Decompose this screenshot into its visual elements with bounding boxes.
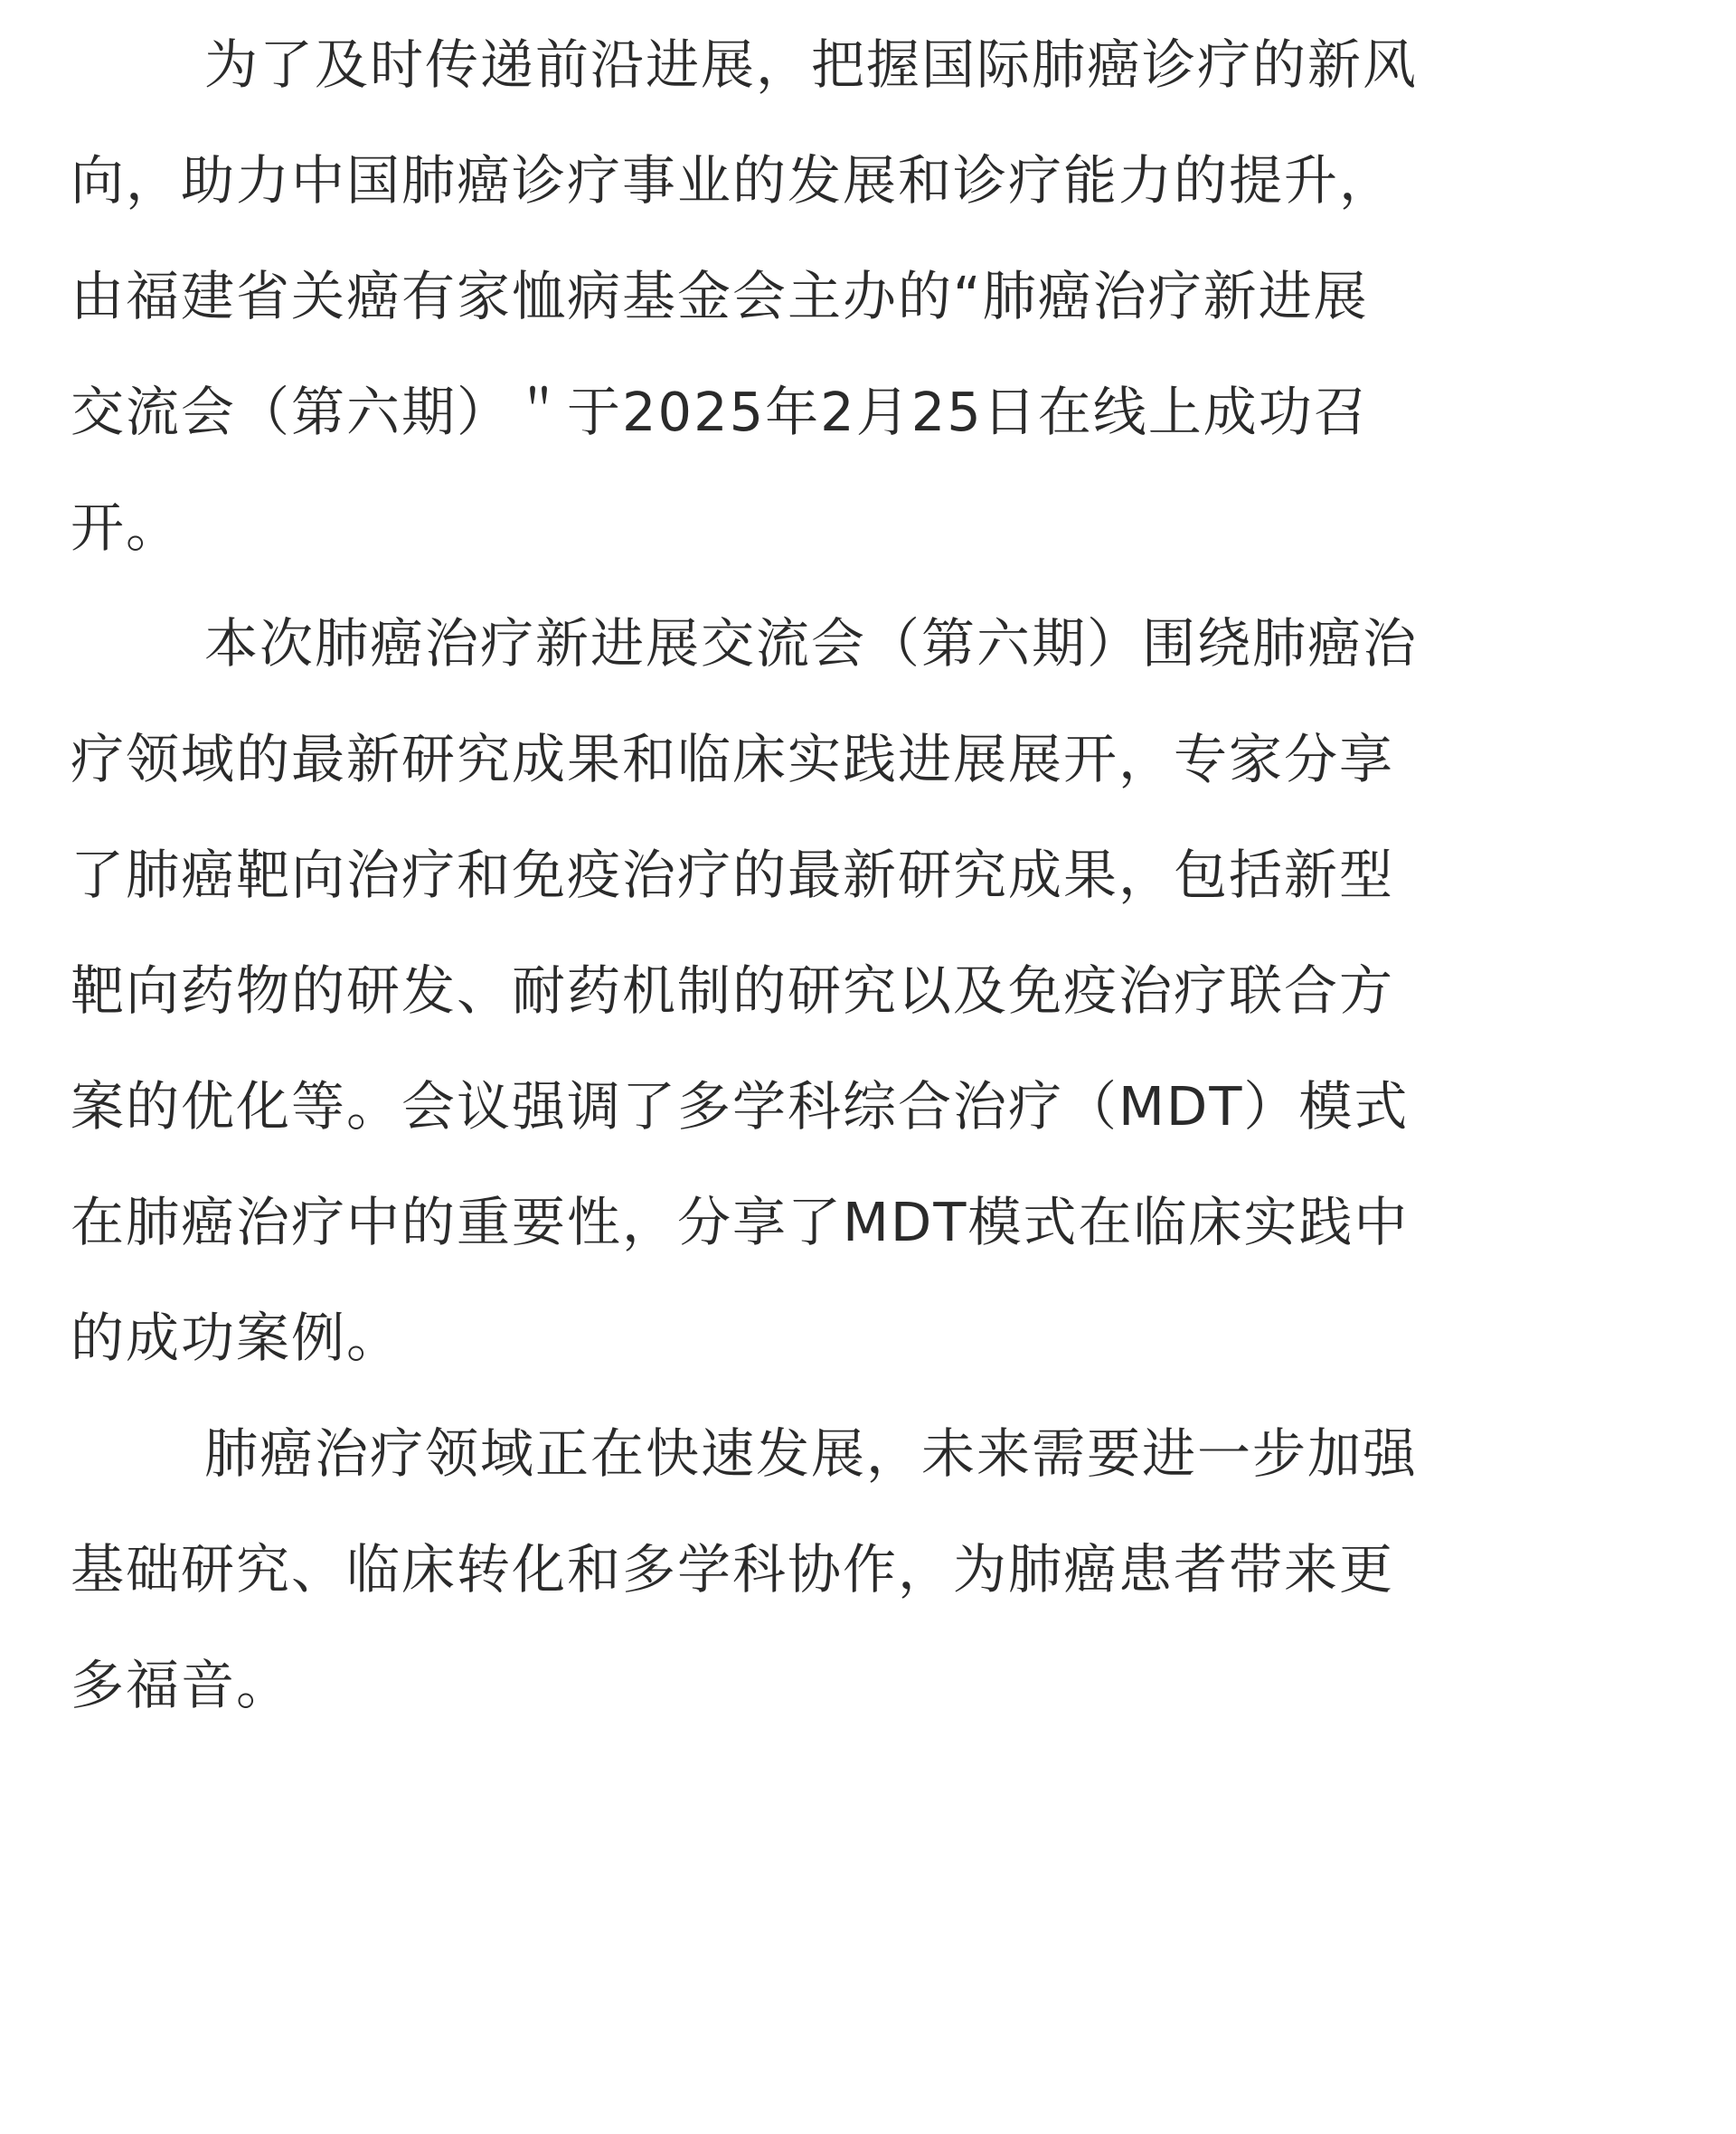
paragraph-line: 多福音。	[71, 1654, 292, 1716]
paragraph-line: 疗领域的最新研究成果和临床实践进展展开，专家分享	[71, 728, 1395, 790]
paragraph-line: 开。	[71, 496, 182, 559]
paragraph-3	[71, 1396, 1673, 1743]
paragraph-1	[71, 7, 1673, 586]
paragraph-line: 为了及时传递前沿进展，把握国际肺癌诊疗的新风	[204, 33, 1419, 96]
paragraph-2	[71, 586, 1673, 1396]
paragraph-line: 靶向药物的研发、耐药机制的研究以及免疫治疗联合方	[71, 959, 1395, 1022]
paragraph-line: 交流会（第六期）＂于2025年2月25日在线上成功召	[71, 381, 1369, 443]
paragraph-line: 案的优化等。会议强调了多学科综合治疗（MDT）模式	[71, 1075, 1410, 1138]
paragraph-line: 基础研究、临床转化和多学科协作，为肺癌患者带来更	[71, 1538, 1395, 1600]
paragraph-line: 由福建省关癌有家恤病基金会主办的“肺癌治疗新进展	[71, 265, 1369, 327]
paragraph-line: 的成功案例。	[71, 1307, 402, 1369]
paragraph-line: 肺癌治疗领域正在快速发展，未来需要进一步加强	[204, 1422, 1419, 1485]
paragraph-line: 向，助力中国肺癌诊疗事业的发展和诊疗能力的提升，	[71, 149, 1395, 212]
paragraph-line: 了肺癌靶向治疗和免疫治疗的最新研究成果，包括新型	[71, 844, 1395, 906]
paragraph-line: 本次肺癌治疗新进展交流会（第六期）围绕肺癌治	[204, 612, 1419, 675]
paragraph-line: 在肺癌治疗中的重要性，分享了MDT模式在临床实践中	[71, 1191, 1410, 1253]
